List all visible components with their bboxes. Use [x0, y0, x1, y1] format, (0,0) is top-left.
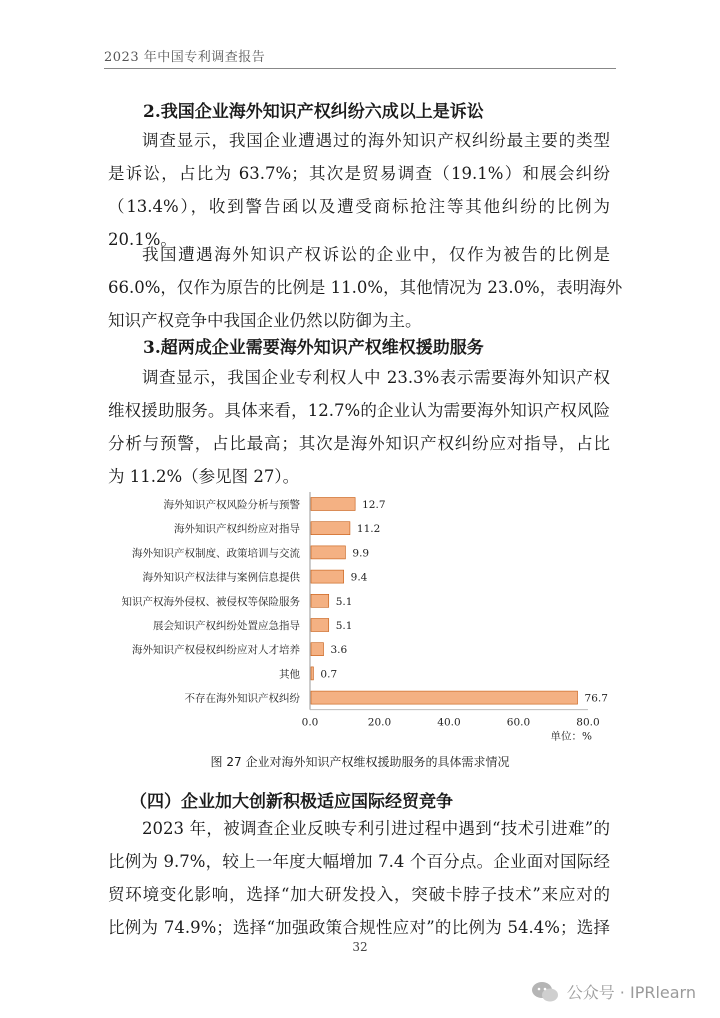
value-label: 9.4	[350, 571, 368, 584]
value-label: 5.1	[335, 595, 353, 608]
category-label: 其他	[279, 668, 300, 681]
value-label: 12.7	[362, 499, 386, 511]
page-header: 2023 年中国专利调查报告	[104, 50, 266, 65]
section4-heading: （四）企业加大创新积极适应国际经贸竞争	[130, 792, 453, 812]
text-line: 66.0%，仅作为原告的比例是 11.0%，其他情况为 23.0%，表明海外	[108, 278, 623, 297]
bar	[311, 643, 324, 656]
category-label: 海外知识产权风险分析与预警	[163, 499, 300, 511]
section3-heading: 3.超两成企业需要海外知识产权维权援助服务	[143, 338, 484, 358]
text-line: 比例为 74.9%；选择“加强政策合规性应对”的比例为 54.4%；选择	[108, 918, 610, 937]
bar	[311, 498, 355, 511]
bar	[311, 691, 578, 704]
unit-label: 单位：%	[550, 730, 592, 743]
category-label: 海外知识产权侵权纠纷应对人才培养	[132, 644, 300, 657]
text-line: 知识产权竞争中我国企业仍然以防御为主。	[108, 311, 422, 330]
text-line: 是诉讼，占比为 63.7%；其次是贸易调查（19.1%）和展会纠纷	[108, 164, 610, 183]
bar	[311, 667, 313, 680]
bar	[311, 546, 345, 559]
category-label: 海外知识产权法律与案例信息提供	[142, 571, 300, 584]
section4-paragraph-1	[108, 812, 610, 944]
value-label: 3.6	[330, 644, 348, 657]
text-line: 比例为 9.7%，较上一年度大幅增加 7.4 个百分点。企业面对国际经	[108, 852, 610, 871]
value-label: 9.9	[352, 547, 370, 560]
text-line: 分析与预警，占比最高；其次是海外知识产权纠纷应对指导，占比	[108, 434, 610, 453]
text-line: （13.4%），收到警告函以及遭受商标抢注等其他纠纷的比例为	[108, 197, 610, 216]
bar	[311, 522, 350, 535]
x-tick-label: 80.0	[576, 716, 600, 729]
value-label: 5.1	[335, 620, 353, 632]
wechat-icon	[531, 981, 559, 1003]
value-label: 76.7	[584, 692, 608, 705]
x-tick-label: 60.0	[506, 716, 531, 729]
watermark	[531, 980, 696, 1003]
x-tick-label: 20.0	[367, 716, 392, 729]
x-tick-label: 40.0	[437, 716, 461, 729]
text-line: 为 11.2%（参见图 27）。	[108, 467, 300, 486]
section2-heading: 2.我国企业海外知识产权纠纷六成以上是诉讼	[143, 102, 484, 122]
category-label: 海外知识产权纠纷应对指导	[174, 523, 300, 536]
x-tick-label: 0.0	[301, 716, 319, 729]
text-line: 20.1%。	[108, 230, 177, 249]
page-number: 32	[352, 940, 368, 954]
category-label: 知识产权海外侵权、被侵权等保险服务	[121, 595, 300, 608]
value-label: 0.7	[320, 668, 338, 681]
text-line: 我国遭遇海外知识产权诉讼的企业中，仅作为被告的比例是	[142, 245, 610, 264]
text-line: 维权援助服务。具体来看，12.7%的企业认为需要海外知识产权风险	[108, 401, 610, 420]
text-line: 贸环境变化影响，选择“加大研发投入，突破卡脖子技术”来应对的	[108, 885, 610, 904]
text-line: 调查显示，我国企业遭遇过的海外知识产权纠纷最主要的类型	[142, 131, 610, 150]
bar	[311, 594, 329, 607]
text-line: 2023 年，被调查企业反映专利引进过程中遇到“技术引进难”的	[142, 819, 610, 838]
bar	[311, 570, 344, 583]
figure-caption: 图 27 企业对海外知识产权维权援助服务的具体需求情况	[210, 755, 510, 769]
watermark-text: 公众号 · IPRlearn	[566, 983, 696, 1002]
category-label: 展会知识产权纠纷处置应急指导	[153, 620, 300, 632]
category-label: 海外知识产权制度、政策培训与交流	[132, 547, 300, 560]
category-label: 不存在海外知识产权纠纷	[184, 692, 300, 705]
bar	[311, 619, 329, 632]
text-line: 调查显示，我国企业专利权人中 23.3%表示需要海外知识产权	[142, 368, 610, 387]
value-label: 11.2	[356, 523, 381, 536]
